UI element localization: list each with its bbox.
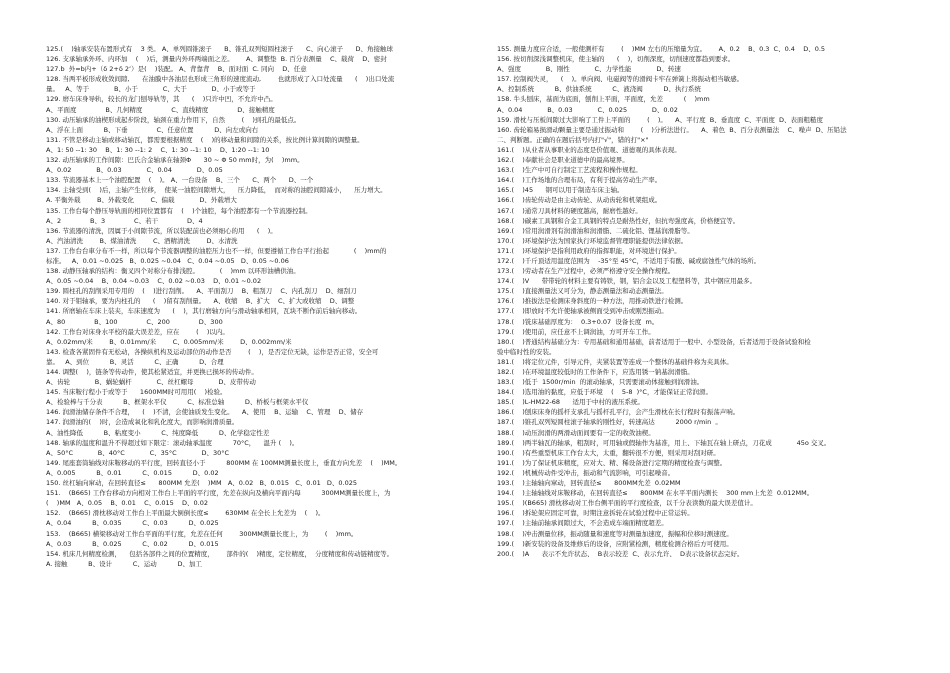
left-column-line: A、平面度 B、几何精度 C、直线精度 D、接触精度 [46, 105, 275, 114]
left-column-line: 153. (B665) 横梁移动对工作台平面的平行度，允差在任何 300MM测量长度上，为 ( )mm。 [46, 529, 358, 538]
left-column-line: 142. 工作台对床身水平校的最大误差差，应在 ( )以内。 [46, 327, 229, 336]
left-column-line: 152. (B665) 滑枕移动对工作台上平面最大倒倒长度≤ 630MM 在全长上允差为 ( )。 [46, 509, 325, 518]
right-column-line: 200.( )A 表示不允许状态、 B表示较差 C、表示允许、 D表示设备状态完好。 [497, 549, 744, 558]
right-column-line: 160. 齿轮箱易损滑动颗量主要是通过振动和 ( )分析法进行。 A、着色 B、百分表测量法 C、噪声 D、压铅法 [497, 125, 847, 134]
right-column-line: 181.( )将定位元件，引导元件，夹紧装置等连成一个整体的基础件称为夹具体。 [497, 357, 733, 366]
left-column-line: A、0.05 ~0.04 B、0.04 ~0.03 C、0.02 ~0.03 D、0.01 ~0.02 [46, 277, 262, 286]
left-column-line: 129. 磨车床身导轨，较长的龙门刨导轨等，其 ( )只许中凹，不允许中凸。 [46, 95, 277, 104]
right-column-line: 193.( )主轴轴向窜动，回转直径≤ 800MM允差 0.02MM [497, 479, 681, 488]
left-column-line: A、50°C B、40°C C、35°C D、30°C [46, 448, 230, 457]
left-column-line: 靠。 A、到位 B、灵活 C、正确 D、合理 [46, 357, 224, 366]
right-column-line: A、控制系统 B、供油系统 C、液浇阀 D、执行系统 [497, 85, 701, 94]
left-column-line: 140. 对于钼轴承，要为内柱孔的 ( )留有刮削量。 A、收缩 B、扩大 C、扩大或收缩 D、调整 [46, 297, 355, 306]
left-column-line: 125.( )轴承安装布置形式有 3 类。 A、单列圆锥滚子 B、锥孔双列短圆柱滚子 C、向心滚子 D、角接触球 [46, 45, 393, 53]
right-column-line: 177.( )即放时不允许使轴承被侧面受到冲击或刚烈振动。 [497, 307, 668, 316]
right-column-line: 190.( )有些重型机床工作台太大，太重，翻转很不方便，则采用对刮对研。 [497, 448, 720, 457]
right-column-line: 192.( )机械传动件受冲击，振动和气流影响，可引起噪音。 [497, 468, 675, 477]
left-column-line: A、0.04 B、0.035 C、0.03 D、0.025 [46, 519, 219, 528]
right-column-line: 173.( )劳动者在生产过程中，必须严格遵守安全操作规程。 [497, 267, 675, 276]
right-column-line: 验中临时性的安装。 [497, 347, 556, 356]
left-column-line: 141. 所磨轴在车床上装夹，车床速度为 ( )，其行磨轴方向与滑动轴承相同，瓦块不断作前后轴向移动。 [46, 307, 362, 316]
left-column-line: A、0.005 B、0.01 C、0.015 D、0.02 [46, 468, 219, 477]
left-column-line: 136. 节流器的清洗，因属于小间隙节流，所以装配前也必须细心的用 ( )。 [46, 226, 277, 235]
right-column-line: 183.( )低于 1500r/min 的滚动轴承，只需要滚动体接触到润滑油。 [497, 378, 704, 387]
right-column [497, 44, 907, 559]
right-column-line: 165.( )45 钢可以用于制造车床主轴。 [497, 186, 624, 195]
right-column-line: 163.( )生产中可自行制定工艺流程和操作规程。 [497, 166, 642, 175]
left-column-line: A、0.02mm/米 B、0.01mm/米 C、0.005mm/米 D、0.002mm/米 [46, 337, 292, 346]
right-column-line: 170.( )环境保护法为国家执行环境监督管理职能提供法律依据。 [497, 236, 688, 245]
left-column-line: A、2 B、3 C、若干 D、4 [46, 216, 203, 225]
right-column-line: 179.( )使用前，应任意不上调润油，方可开车工作。 [497, 327, 655, 336]
left-column-line: 133. 节流器基本上一个油腔配置 ( )。 A、一台设备 B、三个 C、两个 D、一个 [46, 176, 314, 185]
left-column-line: 128. 当两平板形成收敛间隙, 在油膜中各油层也形成三角形的速度流动, 也就形成了入口处流量 ( )出口处流 [46, 75, 395, 84]
right-column-line: 188.( )动压润滑的两滑动面间要有一定的收敛油楔。 [497, 428, 655, 437]
right-column-line: 167.( )通常刀具材料的硬度越高，耐磨性越好。 [497, 206, 642, 215]
left-column-line: 151. (B665) 工作台移动方向相对工作台上平面的平行度，允差在纵向及横向平面内每 300MM测量长度上，为 [46, 489, 391, 498]
right-column-line: 157. 控制阀失灵， ( )。单向阀、电磁阀等的滑阀卡牢在弹簧上将振动相当敏感。 [497, 75, 744, 84]
right-column-line: 161.( )从业者从事职业的态度是价值观、道德观的具体表现。 [497, 145, 681, 154]
left-column [46, 44, 486, 569]
right-column-line: 180.( )普通结构基础分为：专用基础和通用基础，前者适用于一般中、小型设备，后者适用于设备试验和检 [497, 337, 811, 346]
right-column-line: 171.( )环境保护是指利用政府的指挥职能，对环境进行保护。 [497, 246, 681, 255]
left-column-line: 146. 润滑油储存条件不合理， ( )不清，会使油质发生变化。 A、使用 B、运输 C、管理 D、储存 [46, 408, 364, 417]
left-column-line: A. 平衡外载 B、外载变化 C、偏载 D、外载增大 [46, 196, 237, 205]
right-column-line: 162.( )奉献社会是职业道德中的最高境界。 [497, 156, 629, 165]
right-column-line: 199.( )新安装的设备及维修后的设备，应附紧检测，精度检测合格后方可使用。 [497, 539, 733, 548]
right-column-line: 164.( )工作场地的合理布局，有利于提高劳动生产率。 [497, 176, 662, 185]
left-column-line: ( )MM A、0.05 B、0.01 C、0.015 D、0.02 [46, 499, 209, 508]
right-column-line: 194.( )主轴轴线对床鞍移动，在回转直径≤ 800MM 在水平平面内测长 300 mm上允差 0.012MM。 [497, 489, 814, 498]
left-column-line: 127.b 外=b内+（δ 2+δ 2’）是( )装配。 A、背靠背 B、面对面 C. 同向 D、任意 [46, 65, 307, 74]
left-column-line: A、80 B、100 C、200 D、300 [46, 317, 223, 326]
left-column-line: A、0.02 B、0.03 C、0.04 D、0.05 [46, 166, 223, 175]
left-column-line: 135. 工作台每个静压导轨面的相同位置都有 ( )个油腔，每个油腔都有一个节流器控制。 [46, 206, 312, 215]
left-column-line: 143. 检查各紧固件有无松动，各操纵机构及运动部位的动作是否 ( )，是否定位无缺，运作是否正常，安全可 [46, 347, 379, 356]
left-column-line: A、油性降低 B、粘度变小 C、纯度降低 D、化学稳定性差 [46, 428, 270, 437]
left-column-line: A、1: 50 --1: 30 B、1: 30 --1: 2 C、1: 30 --1: 10 D、1:20 --1: 10 [46, 145, 270, 154]
left-column-line: 130. 动压轴承的油楔形成起步阶段，轴颈在重力作用下，自然 ( )到孔的最低点。 [46, 115, 301, 124]
left-column-line: A、浮在上面 B、下垂 C、任意位置 D、向左或向右 [46, 125, 259, 134]
left-column-line: 145. 当床鞍行程小于或等于 1600MM时可用用( )检验。 [46, 388, 227, 397]
right-column-line: 158. 牛头刨床，基面为底面，刨削上平面，平面度，允差 ( )mm [497, 95, 710, 104]
right-column-line: 166.( )齿轮传动是由主动齿轮、从动齿轮和机架组成。 [497, 196, 662, 205]
left-column-line: 131. 不管是移动主轴或移动轴瓦，都需要根据精度 ( )的移动量和间隙的关系，按比例计算间隙的调整量。 [46, 135, 364, 144]
right-column-line: 178.( )铣床基础厚度为： 0.3+0.07 设备长度 m。 [497, 317, 659, 326]
right-column-line: 186.( )刨床床身的摇杆支承孔与摇杆孔平行，会产生滑枕在长行程时有振荡声响。 [497, 408, 740, 417]
right-column-line: 二、判断题。正确的在题后括号内打"√"，错的打"×" [497, 135, 649, 144]
left-column-line: A. 接触 B、设计 C、运动 D、加工 [46, 559, 202, 568]
right-column-line: 187.( )锥孔双列短圆柱滚子轴承的刚性好，转速高达 2000 r/min 。 [497, 418, 722, 427]
right-column-line: 182.( )在环境温度较低时的工作条件下，应选用锈一钠基润滑脂。 [497, 368, 694, 376]
right-column-line: 175.( )直接测量法又可分为，静态测量法和动态测量法。 [497, 287, 668, 296]
left-column-line: 144. 调整( )，链条等传动件，使其松紧适宜，并更换已损坏的传动件。 [46, 368, 258, 376]
left-column-line: A、汽油清洗 B、煤油清洗 C、酒精清洗 D、水清洗 [46, 236, 238, 245]
left-column-line: 154. 机床几何精度检测， 包括各部件之间的位置精度， 部件的( )精度，定位精度， 分度精度和传动链精度等。 [46, 549, 394, 558]
right-column-line: 156. 按切削深浅调整机床，使主轴的 ( )，切削深度，切削速度都趋到要求。 [497, 55, 735, 64]
left-column-line: 132. 动压轴承的工作间隙：巴氏合金轴承在轴颈Φ 30 ~ Φ 50 mm时，为( )mm。 [46, 156, 304, 165]
right-column-line: 189.( )两半轴瓦的轴承，粗刮时，可用轴或假轴作为基准，用上、下轴瓦在轴上研点，刀花成 45o 交叉。 [497, 438, 831, 447]
left-column-line: 148. 轴承的温度和温升不得超过如下限定：滚动轴承温度 70°C， 温升 ( )。 [46, 438, 299, 447]
left-column-line: 150. 丝杠轴向窜动，在回转直径≤ 800MM 允差( )MM A、0.02 B、0.015 C、0.01 D、0.025 [46, 479, 358, 488]
right-column-line: 184.( )选用油的黏度，应低于环境 ( 5-8 )°C，才能保证正常润滑。 [497, 388, 712, 397]
right-column-line: A、0.04 B、0.03 C、0.025 D、0.02 [497, 105, 678, 114]
left-column-line: 137. 工作台台車分布不一样，所以每个节流器调整的油腔压力也不一样，但要遵循工作台平行抬起 ( )mm的 [46, 246, 387, 255]
right-column-line: 198.( )冲击测量位移，振动随量和速度等对测量加速度，振幅和位移时测速度。 [497, 529, 733, 538]
right-column-line: 169.( )常用润滑剂有润滑油和润滑脂、二硫化铝、锂基润滑脂等。 [497, 226, 694, 235]
left-column-line: 139. 圆柱孔的刮削采用专用的 ( )进行刮削。 A、平面刮刀 B、粗刮刀 C、内孔刮刀 D、细刮刀 [46, 287, 357, 296]
right-column-line: 191.( )为了保证机床精度，应对大、精、稀设备进行定期的精度检查与调整。 [497, 458, 727, 467]
left-column-line: 标准。 A、0.01 ~0.025 B、0.025 ~0.04 C、0.04 ~0.05 D、0.05 ~0.06 [46, 256, 289, 265]
right-column-line: 196.( )拆轮架应固定可靠，时期注意拆轮在试验过程中正常运转。 [497, 509, 694, 518]
right-column-line: 159. 滑枕与压板间隙过大影响了工件上平面的 ( )。 A、平行度 B、垂直度 C、平面度 D、表面粗糙度 [497, 115, 824, 124]
left-column-line: 126. 支承轴承外环、内环加 ( )后，测量内外环两端面之差。 A、调整垫 B. 百分表测量 C、载荷 D、密封 [46, 55, 387, 64]
right-column-line: 174.( )V 带带轮的材料主要有铸铁，钢，铝合金以及工程塑料等，其中钢应用最多。 [497, 277, 757, 286]
left-column-line: 149. 尾座套筒轴线对床鞍移动的平行度，回转直径小于 800MM 在 100MM测量长度上，垂直方向允差 ( )MM。 [46, 458, 402, 467]
right-column-line: 195.( )(B665) 滑枕移动对工作台侧平面的平行度检查，以千分表读数的最大误差值计。 [497, 499, 757, 508]
right-column-line: 185.( )L-HM22-68 适用于中村的液压系统。 [497, 398, 644, 407]
left-column-line: A、齿轮 B、蜗轮蜗杆 C、丝杠螺母 D、皮带传动 [46, 378, 256, 387]
right-column-line: A、强度 B、刚性 C、力学性能 D、转速 [497, 65, 681, 74]
right-column-line: 168.( )碳素工具钢和合金工具钢的特点是耐热性好，但抗弯强度高，价格便宜等。 [497, 216, 740, 225]
right-column-line: 155. 测量力度应合适，一般使测杆有 ( )MM 左右的压缩量为宜。 A、0.2 B、0.3 C、0.4 D、0.5 [497, 45, 826, 53]
right-column-line: 176.( )推拔法是检测床身斜度的一种方法，用推动铁进行检测。 [497, 297, 688, 306]
left-column-line: 134. 主轴受到( )后，主轴产生位移， 使某一油腔间隙增大， 压力降低， 而对称的油腔间隙减小， 压力增大。 [46, 186, 387, 195]
left-column-line: A、0.03 B、0.025 C、0.02 D、0.015 [46, 539, 219, 548]
left-column-line: 147. 润滑油的( )时，会造成氧化和乳化度大，而影响润滑质量。 [46, 418, 239, 427]
left-column-line: 量。 A、等于 B、小于 C、大于 D、小于或等于 [46, 85, 256, 94]
right-column-line: 172.( )千斤顶适用温度范围为 -35°至 45°C，不适用于有酸、碱或腐蚀性气体的场所。 [497, 256, 761, 265]
left-column-line: 138. 动静压轴承的结构：衡叉四个对称分布排浅腔。 ( )mm 以环形油槽供油。 [46, 267, 300, 276]
left-column-line: A、检验棒与千分表 B、框架水平仪 C、标准总轴 D、桥板与框架水平仪 [46, 398, 309, 407]
right-column-line: 197.( )主轴前轴承间隙过大，不会造成车端面精度超差。 [497, 519, 668, 528]
